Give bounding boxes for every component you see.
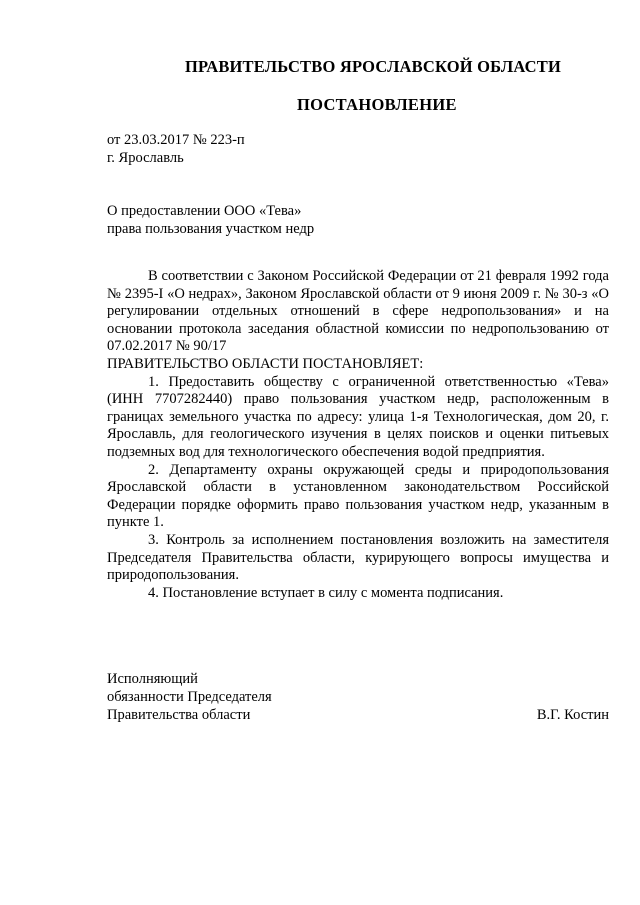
- document-body: [107, 268, 609, 602]
- signature-row: [107, 706, 609, 724]
- signatory-position-line-1: Исполняющий: [107, 671, 198, 687]
- item-paragraph-4: 4. Постановление вступает в силу с момента подписания.: [148, 584, 504, 601]
- signatory-position-line-2: обязанности Председателя: [107, 689, 272, 705]
- date-number: от 23.03.2017 № 223-п: [107, 132, 245, 148]
- signatory-position-line-3: Правительства области: [107, 707, 251, 723]
- organization-title: ПРАВИТЕЛЬСТВО ЯРОСЛАВСКОЙ ОБЛАСТИ: [185, 57, 562, 76]
- document-type-title: ПОСТАНОВЛЕНИЕ: [297, 95, 457, 114]
- item-paragraph-2: 2. Департаменту охраны окружающей среды и природопользования Ярославской области в установленном законодательством Российской Федерации порядке оформить право пользования участком недр, указанным в пункте 1.: [107, 461, 609, 531]
- preamble-paragraph: В соответствии с Законом Российской Федерации от 21 февраля 1992 года № 2395-I «О недрах», Законом Ярославской области от 9 июня 2009 г. № 30-з «О регулировании отдельных отношений в сфере недропользования» и на основании протокола заседания областной комиссии по недропользованию от 07.02.2017 № 90/17: [107, 268, 609, 355]
- document-meta: [107, 131, 245, 167]
- city: г. Ярославль: [107, 150, 184, 166]
- resolves-line: ПРАВИТЕЛЬСТВО ОБЛАСТИ ПОСТАНОВЛЯЕТ:: [107, 355, 424, 372]
- item-paragraph-3: 3. Контроль за исполнением постановления возложить на заместителя Председателя Правительства области, курирующего вопросы имущества и природопользования.: [107, 531, 609, 584]
- document-subject: [107, 202, 314, 238]
- subject-line-1: О предоставлении ООО «Тева»: [107, 203, 302, 219]
- item-paragraph-1: 1. Предоставить обществу с ограниченной ответственностью «Тева» (ИНН 7707282440) право пользования участком недр, расположенным в границах земельного участка по адресу: улица 1-я Технологическая, дом 20, г. Ярославль, для геологического изучения в целях поисков и оценки питьевых подземных вод для технологического обеспечения водой предприятия.: [107, 373, 609, 460]
- signatory-name: В.Г. Костин: [536, 707, 609, 723]
- subject-line-2: права пользования участком недр: [107, 221, 315, 237]
- signature-block: [107, 670, 609, 724]
